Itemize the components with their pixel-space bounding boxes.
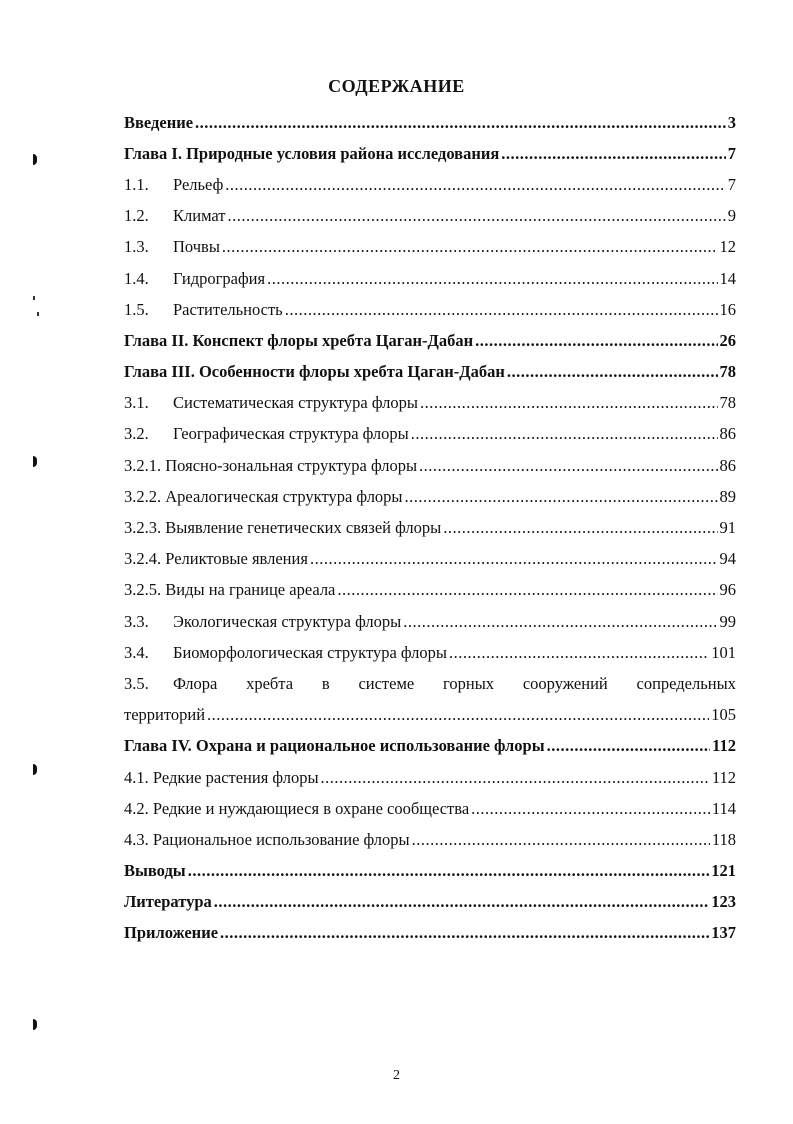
toc-entry-3-1[interactable] (124, 388, 736, 419)
toc-entry-literature[interactable] (124, 887, 736, 918)
toc-entry-1-3[interactable] (124, 232, 736, 263)
toc-entry-page: 121 (711, 861, 736, 881)
toc-entry-page: 3 (727, 112, 736, 132)
toc-entry-page: 94 (719, 549, 736, 569)
toc-word: Флора (173, 673, 218, 693)
toc-entry-number: 1.2. (124, 206, 149, 226)
toc-entry-1-1[interactable] (124, 169, 736, 200)
toc-word: сопредельных (636, 673, 736, 693)
toc-entry-text: 4.3. Рациональное использование флоры (124, 829, 410, 849)
toc-leader (225, 175, 725, 195)
toc-entry-justified-text (173, 674, 736, 694)
toc-entry-4-1[interactable] (124, 762, 736, 793)
toc-leader (507, 362, 718, 382)
toc-leader (471, 799, 710, 819)
toc-entry-text: Глава IV. Охрана и рациональное использование флоры (124, 736, 545, 756)
toc-entry-text: 3.2.2. Ареалогическая структура флоры (124, 486, 403, 506)
toc-entry-number: 3.1. (124, 393, 149, 413)
toc-entry-page: 99 (719, 611, 736, 631)
toc-entry-text: Приложение (124, 923, 219, 943)
binding-hole-mark (33, 456, 37, 467)
toc-entry-number: 1.5. (124, 299, 149, 319)
toc-entry-page: 16 (719, 299, 736, 319)
scan-speck (33, 296, 35, 300)
toc-entry-chapter-2[interactable] (124, 325, 736, 356)
toc-leader (475, 331, 717, 351)
toc-entry-text: Выводы (124, 861, 186, 881)
toc-leader (321, 768, 710, 788)
toc-entry-line-2 (124, 700, 736, 731)
toc-entry-1-2[interactable] (124, 201, 736, 232)
toc-leader (220, 923, 709, 943)
toc-entry-3-2-5[interactable] (124, 575, 736, 606)
toc-entry-page: 7 (727, 143, 736, 163)
toc-entry-1-4[interactable] (124, 263, 736, 294)
toc-entry-conclusions[interactable] (124, 856, 736, 887)
toc-leader (501, 144, 725, 164)
toc-leader (228, 206, 726, 226)
toc-entry-number: 3.4. (124, 642, 149, 662)
toc-word: в (321, 673, 330, 693)
toc-entry-text: Географическая структура флоры (173, 424, 409, 444)
toc-word: горных (443, 673, 495, 693)
toc-entry-line-1 (124, 668, 736, 699)
toc-entry-number: 1.1. (124, 174, 149, 194)
toc-entry-page: 86 (719, 424, 736, 444)
toc-entry-page: 96 (719, 580, 736, 600)
toc-entry-text: Гидрография (173, 268, 266, 288)
toc-entry-3-3[interactable] (124, 606, 736, 637)
toc-entry-text: 4.2. Редкие и нуждающиеся в охране сообщества (124, 798, 470, 818)
toc-entry-page: 101 (711, 642, 736, 662)
toc-entry-page: 137 (711, 923, 736, 943)
scan-speck (37, 312, 39, 316)
toc-entry-chapter-1[interactable] (124, 138, 736, 169)
toc-entry-page: 105 (711, 705, 736, 725)
toc-entry-text: 3.2.1. Поясно-зональная структура флоры (124, 455, 418, 475)
toc-entry-page: 112 (712, 736, 736, 756)
toc-entry-page: 86 (719, 455, 736, 475)
toc-entry-page: 78 (719, 393, 736, 413)
toc-entry-page: 12 (719, 237, 736, 257)
toc-entry-text: Глава III. Особенности флоры хребта Цаган-Дабан (124, 362, 505, 382)
toc-leader (222, 237, 718, 257)
toc-entry-3-2-2[interactable] (124, 481, 736, 512)
toc-entry-page: 114 (711, 798, 736, 818)
toc-entry-page: 78 (719, 362, 736, 382)
toc-word: хребта (246, 673, 294, 693)
toc-entry-page: 14 (719, 268, 736, 288)
toc-leader (420, 393, 718, 413)
binding-hole-mark (33, 154, 37, 165)
toc-entry-text: 3.2.5. Виды на границе ареала (124, 580, 336, 600)
toc-entry-number: 3.5. (124, 673, 149, 693)
toc-entry-1-5[interactable] (124, 294, 736, 325)
toc-leader (267, 269, 717, 289)
toc-entry-text: Глава I. Природные условия района исследования (124, 143, 500, 163)
toc-entry-page: 89 (719, 486, 736, 506)
toc-entry-page: 26 (719, 330, 736, 350)
toc-entry-4-3[interactable] (124, 824, 736, 855)
toc-entry-text: 4.1. Редкие растения флоры (124, 767, 319, 787)
toc-entry-text: Климат (173, 206, 226, 226)
toc-entry-text: 3.2.4. Реликтовые явления (124, 549, 308, 569)
toc-leader (443, 518, 717, 538)
toc-entry-number: 1.3. (124, 237, 149, 257)
toc-entry-text: Литература (124, 892, 212, 912)
toc-entry-appendix[interactable] (124, 918, 736, 949)
toc-leader (405, 487, 718, 507)
toc-entry-text: Почвы (173, 237, 220, 257)
toc-leader (449, 643, 709, 663)
toc-leader (547, 736, 711, 756)
toc-word: сооружений (522, 673, 608, 693)
toc-entry-number: 1.4. (124, 268, 149, 288)
toc-leader (419, 456, 717, 476)
toc-leader (337, 580, 717, 600)
toc-leader (188, 861, 710, 881)
toc-entry-3-2[interactable] (124, 419, 736, 450)
toc-entry-3-5[interactable] (124, 668, 736, 730)
toc-entry-text: Введение (124, 112, 194, 132)
toc-leader (310, 549, 718, 569)
table-of-contents (124, 107, 736, 949)
toc-leader (207, 705, 709, 725)
toc-leader (403, 612, 717, 632)
toc-entry-page: 9 (727, 206, 736, 226)
toc-entry-3-2-1[interactable] (124, 450, 736, 481)
toc-entry-page: 7 (727, 174, 736, 194)
toc-entry-page: 118 (711, 829, 736, 849)
toc-entry-page: 123 (711, 892, 736, 912)
toc-entry-number: 3.2. (124, 424, 149, 444)
toc-entry-4-2[interactable] (124, 793, 736, 824)
binding-hole-mark (33, 1019, 37, 1030)
toc-entry-text: Биоморфологическая структура флоры (173, 642, 448, 662)
toc-entry-page: 91 (719, 518, 736, 538)
toc-entry-page: 112 (711, 767, 736, 787)
toc-entry-text: Рельеф (173, 174, 224, 194)
toc-word: системе (358, 673, 415, 693)
toc-entry-3-2-3[interactable] (124, 512, 736, 543)
toc-leader (285, 300, 718, 320)
binding-hole-mark (33, 764, 37, 775)
toc-entry-text: Экологическая структура флоры (173, 611, 402, 631)
toc-entry-3-4[interactable] (124, 637, 736, 668)
toc-leader (411, 424, 718, 444)
page-title: СОДЕРЖАНИЕ (328, 76, 465, 96)
toc-entry-intro[interactable] (124, 107, 736, 138)
toc-leader (195, 113, 726, 133)
toc-entry-3-2-4[interactable] (124, 544, 736, 575)
page-number: 2 (393, 1068, 400, 1083)
toc-entry-text: Растительность (173, 299, 283, 319)
toc-entry-text: территорий (124, 705, 206, 725)
toc-entry-text: Глава II. Конспект флоры хребта Цаган-Дабан (124, 330, 474, 350)
toc-entry-text: Систематическая структура флоры (173, 393, 418, 413)
toc-entry-chapter-4[interactable] (124, 731, 736, 762)
toc-entry-chapter-3[interactable] (124, 357, 736, 388)
toc-leader (412, 830, 710, 850)
toc-leader (214, 892, 709, 912)
toc-entry-text: 3.2.3. Выявление генетических связей флоры (124, 518, 442, 538)
toc-entry-number: 3.3. (124, 611, 149, 631)
